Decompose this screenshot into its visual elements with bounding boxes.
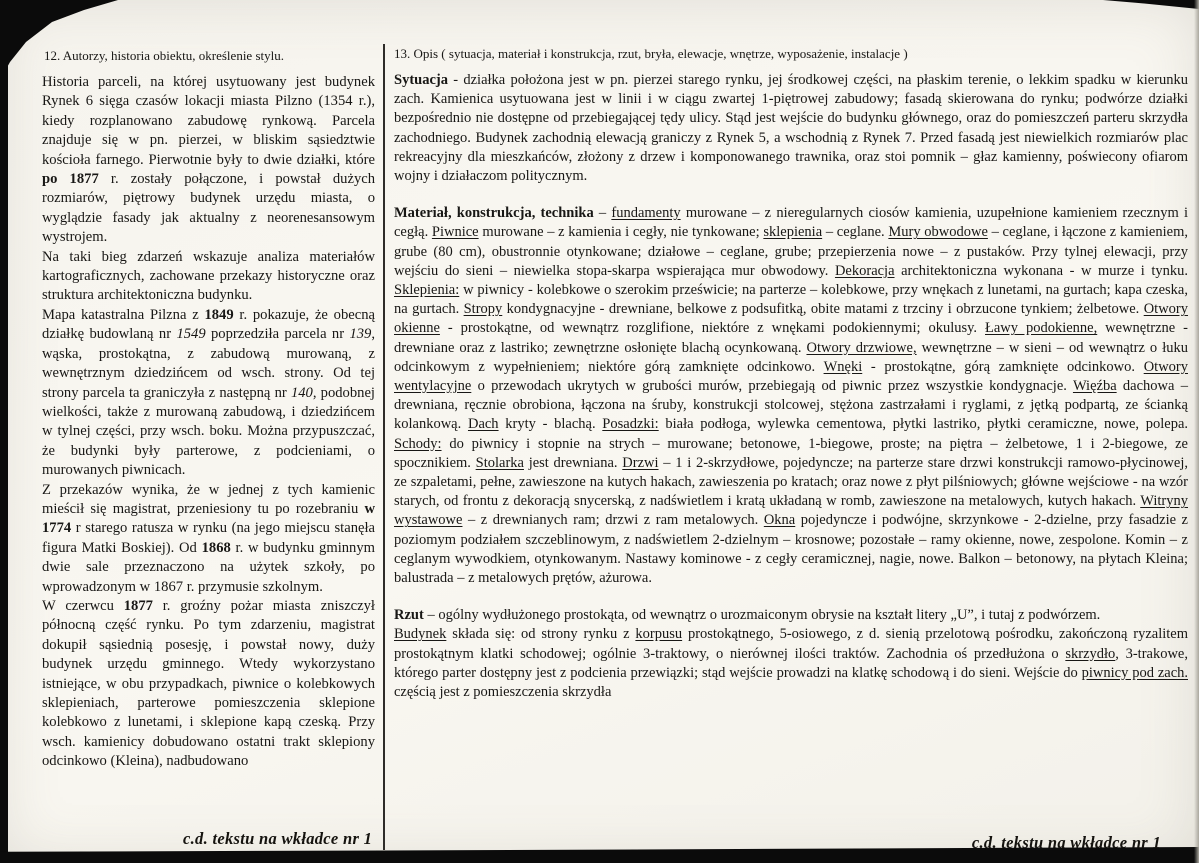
text-segment: w piwnicy - kolebkowe o szerokim prześwicie; na parterze – kolebkowe, przy wnękach z lunetami, na gurtach; kapa czeska, na gurtach. [394, 282, 1188, 318]
text-segment: r. zostały połączone, i powstał dużych rozmiarów, piętrowy budynek urzędu miasta, o wyglądzie fasady jak aktualny z neorenesansowym wystrojem. [42, 171, 376, 246]
text-segment: - prostokątne, od wewnątrz rozglifione, niektóre z wnękami podokiennymi; okulusy. [439, 320, 985, 337]
paragraph [394, 204, 1188, 588]
text-segment: r. groźny pożar miasta zniszczył północną część rynku. Po tym zdarzeniu, magistrat dokupił sąsiednią posesję, i powstał nowy, duży budynek urzędu gminnego. Wtedy wykorzystano istniejące, w obu przypadkach, piwnice o kolebkowych sklepieniach, parterowe pomieszczenia sklepione kolebkowo z lunetami, i sklepione kapą czeską. Przy wsch. kamienicy dobudowano ostatni trakt sklepiony odcinkowo (Kleina), nadbudowano [42, 597, 375, 770]
text-segment: kryty - blachą. [498, 416, 603, 433]
text-segment: prostokątnego, 5-osiowego, z d. sienią przelotową pośrodku, zakończoną ryzalitem prostokątnym klatki schodowej; ogólnie 3-traktowy, o nierównej ilości traktów. Zachodnia oś przedłużona o [394, 626, 1188, 662]
text-segment: piwnicy pod zach. [1081, 664, 1188, 681]
text-segment: Sytuacja [394, 72, 448, 88]
paragraph [42, 597, 375, 772]
text-segment: Otwory okienne [394, 301, 1189, 337]
text-segment: murowane – z nieregularnych ciosów kamienia, uzupełnione kamieniem rzecznym i cegłą. [394, 205, 1189, 241]
text-segment: Piwnice [431, 224, 479, 241]
text-segment: Otwory wentylacyjne [394, 358, 1188, 395]
text-segment: murowane – z kamienia i cegły, nie tynkowane; [478, 224, 764, 241]
text-segment: pojedyncze i podwójne, skrzynkowe - 2-dzielne, przy fasadzie z poziomym podziałem szczeblinowym, z nadświetlem 2-dzielnym – krosnowe; pozostałe – ramy okienne, nowe, zespolone. Komin – z ceglanym wywodkiem, otynkowanym. Nastawy kominowe - z cegły ceramicznej, nagie, nowe. Balkon – betonowy, na płytach Kleina; balustrada – z metalowych prętów, ażurowa. [394, 512, 1188, 587]
text-segment: Dach [467, 416, 499, 433]
paragraph [394, 625, 1188, 702]
scan-edge-right [1194, 0, 1199, 863]
text-segment: biała podłoga, wylewka cementowa, płytki lastriko, płytki ceramiczne, nowe, polepa. [658, 416, 1189, 433]
text-segment: do piwnicy i stopnie na strych – murowane; betonowe, 1-biegowe, proste; na piętra – żelbetowe, 1 i 2-biegowe, ze spocznikiem. [394, 435, 1188, 471]
text-segment: 1877 [123, 597, 153, 614]
text-segment: Stropy [463, 301, 503, 318]
text-segment: - działka położona jest w pn. pierzei starego rynku, jej środkowej części, na płaskim terenie, o lekkim spadku w kierunku zach. Kamienica usytuowana jest w linii i w ciągu zwartej 1-piętrowej zabudowy; fasadą skierowana do rynku; podwórze działki bezpośrednio nie dostępne od przebiegającej tędy ulicy. Stąd jest wejście do budynku głównego, oraz do pomieszczeń parteru skrzydła zachodniego. Budynek zachodnią elewacją graniczy z Rynek 5, a wschodnią z Rynek 7. Przed fasadą jest niewielkich rozmiarów plac rekreacyjny dla mieszkańców, złożony z drzew i komponowanego trawnika, oraz stoi pomnik – głaz kamienny, poświecony ofiarom wojny i działaczom politycznym. [394, 72, 1188, 185]
text-segment: r. pokazuje, że obecną działkę budowlaną nr [42, 306, 375, 343]
text-segment: Budynek [394, 626, 447, 643]
text-segment: – ceglane. [822, 224, 889, 241]
text-segment: 1868 [201, 539, 231, 556]
left-column-section-12 [42, 48, 375, 772]
text-segment: – [593, 205, 612, 222]
text-segment: dachowa – drewniana, ręcznie obrobiona, łączona na śruby, konstrukcji stolcowej, stężona zastrzałami i ryglami, z jętką podpartą, ze ścianką kolankową. [394, 378, 1189, 433]
text-segment: , podobnej wielkości, także z murowaną zabudową, i dziedzińcem w tylnej części, przy wsch. boku. Można przypuszczać, że budynki były parterowe, z podcieniami, o murowanych piwnicach. [42, 384, 375, 479]
paragraph [42, 248, 375, 306]
text-segment: kondygnacyjne - drewniane, belkowe z podsufitką, obite matami z trzciny i obrzucone tynkiem; żelbetowe. [502, 301, 1144, 318]
text-segment: 1549 [176, 326, 206, 343]
text-segment: Rzut [394, 607, 424, 624]
paragraph [394, 606, 1188, 625]
text-segment: Mury obwodowe [888, 224, 988, 241]
text-segment: Historia parceli, na której usytuowany jest budynek Rynek 6 sięga czasów lokacji miasta Pilzno (1354 r.), kiedy rozplanowano zabudowę rynkową. Parcela znajduje się w pn. pierzei, w bliskim sąsiedztwie kościoła farnego. Pierwotnie były to dwie działki, które [42, 74, 375, 168]
text-segment: Sklepienia: [394, 282, 460, 299]
text-segment: Ławy podokienne, [985, 320, 1098, 337]
text-segment: – ceglane, i łączone z kamieniem, grube (80 cm), obustronnie otynkowane; działowe – ceglane, grube; przepierzenia nowe – z pustaków. Przy tylnej elewacji, przy wejściu do sieni – niewielka stopa-skarpa wspierająca mur obwodowy. [394, 224, 1188, 279]
text-segment: Więźba [1072, 378, 1117, 395]
text-segment: Dekoracja [834, 262, 895, 279]
text-segment: r starego ratusza w rynku (na jego miejscu stanęła figura Matki Boskiej). Od [42, 520, 375, 556]
paragraph [42, 306, 375, 481]
scan-edge-left [0, 0, 8, 863]
text-segment: Otwory drzwiowe, [806, 339, 917, 356]
continuation-note-right: c.d. tekstu na wkładce nr 1 [971, 833, 1161, 852]
text-segment: Okna [763, 512, 796, 529]
text-segment: , 3-trakowe, którego parter dostępny jest z podcienia przewiązki; stąd wejście prowadzi na klatkę schodową i do sieni. Wejście do [394, 645, 1188, 681]
text-segment: – z drewnianych ram; drzwi z ram metalowych. [462, 512, 764, 529]
text-segment: Schody: [394, 435, 442, 452]
text-segment: Posadzki: [602, 416, 659, 433]
right-column-section-13 [394, 46, 1188, 702]
text-segment: poprzedziła parcela nr [205, 326, 350, 343]
paragraph [42, 73, 375, 248]
text-segment: – 1 i 2-skrzydłowe, pojedyncze; na parterze stare drzwi konstrukcji ramowo-płycinowej, ze szpaletami, pełne, zawieszone na kutych hakach, zawieszenia po kratach; oraz nowe z płyt pilśniowych; główne wejściowe - na wzór starych, od frontu z dekoracją snycerską, z nadświetlem i kratą układaną w romb, zawieszone na metalowych, kutych hakach. [394, 454, 1188, 510]
text-segment: Materiał, konstrukcja, technika [394, 205, 594, 222]
section-12-header: 12. Autorzy, historia obiektu, określenie stylu. [44, 48, 284, 63]
text-segment: składa się: od strony rynku z [446, 626, 636, 643]
text-segment: architektoniczna wykonana - w murze i tynku. [894, 262, 1188, 279]
paragraph [394, 71, 1188, 186]
text-segment: Witryny wystawowe [394, 493, 1188, 529]
column-divider-line [383, 44, 385, 850]
paragraph [42, 481, 375, 597]
text-segment: Stolarka [475, 454, 524, 471]
section-13-header: 13. Opis ( sytuacja, materiał i konstrukcja, rzut, bryła, elewacje, wnętrze, wyposażenie, instalacje ) [394, 46, 908, 61]
text-segment: fundamenty [611, 205, 681, 222]
text-segment: - prostokątne, górą zamknięte odcinkowo. [862, 358, 1144, 375]
text-segment: po 1877 [42, 171, 99, 188]
text-segment: Na taki bieg zdarzeń wskazuje analiza materiałów kartograficznych, zachowane przekazy historyczne oraz struktura architektoniczna budynku. [42, 248, 375, 304]
text-segment: W czerwcu [42, 597, 124, 614]
section-12-body-text [42, 73, 375, 772]
text-segment: częścią jest z pomieszczenia skrzydła [394, 684, 612, 701]
text-segment: Drzwi [622, 454, 659, 471]
text-segment: o przewodach ukrytych w grubości murów, przebiegają od piwnic przez wszystkie kondygnacje. [471, 378, 1073, 395]
scan-corner-top-right [1103, 0, 1199, 9]
text-segment: r. w budynku gminnym dwie sale przeznaczono na użytek szkoły, po wprowadzonym w 1867 r. przymusie szkolnym. [42, 539, 375, 595]
text-segment: Wnęki [823, 358, 863, 375]
text-segment: – ogólny wydłużonego prostokąta, od wewnątrz o urozmaiconym obrysie na kształt litery „U”, i tutaj z podwórzem. [423, 607, 1101, 624]
text-segment: skrzydło [1065, 645, 1116, 662]
text-segment: wewnętrzne – w sieni – od wewnątrz o łuku odcinkowym z wypełnieniem; niektóre górą zamknięte odcinkowo. [394, 339, 1188, 375]
text-segment: jest drewniana. [523, 454, 623, 471]
text-segment: 140 [290, 384, 313, 401]
continuation-note-left: c.d. tekstu na wkładce nr 1 [183, 829, 373, 848]
text-segment: wewnętrzne - drewniane oraz z lastriko; zewnętrzne osłonięte blachą ocynkowaną. [394, 320, 1188, 356]
text-segment: Z przekazów wynika, że w jednej z tych kamienic mieścił się magistrat, przeniesiony tu po rozebraniu [42, 481, 375, 517]
text-segment: Mapa katastralna Pilzna z [42, 306, 205, 323]
text-segment: korpusu [635, 626, 683, 643]
section-13-body-text [394, 71, 1188, 702]
text-segment: 1849 [204, 306, 234, 323]
text-segment: 139 [349, 326, 372, 343]
text-segment: , wąska, prostokątna, z zabudową murowaną, z wewnętrznym dziedzińcem od wsch. strony. Od tej strony parcela ta graniczyła z następną nr [42, 326, 375, 401]
text-segment: w 1774 [42, 500, 375, 537]
text-segment: sklepienia [763, 224, 823, 241]
